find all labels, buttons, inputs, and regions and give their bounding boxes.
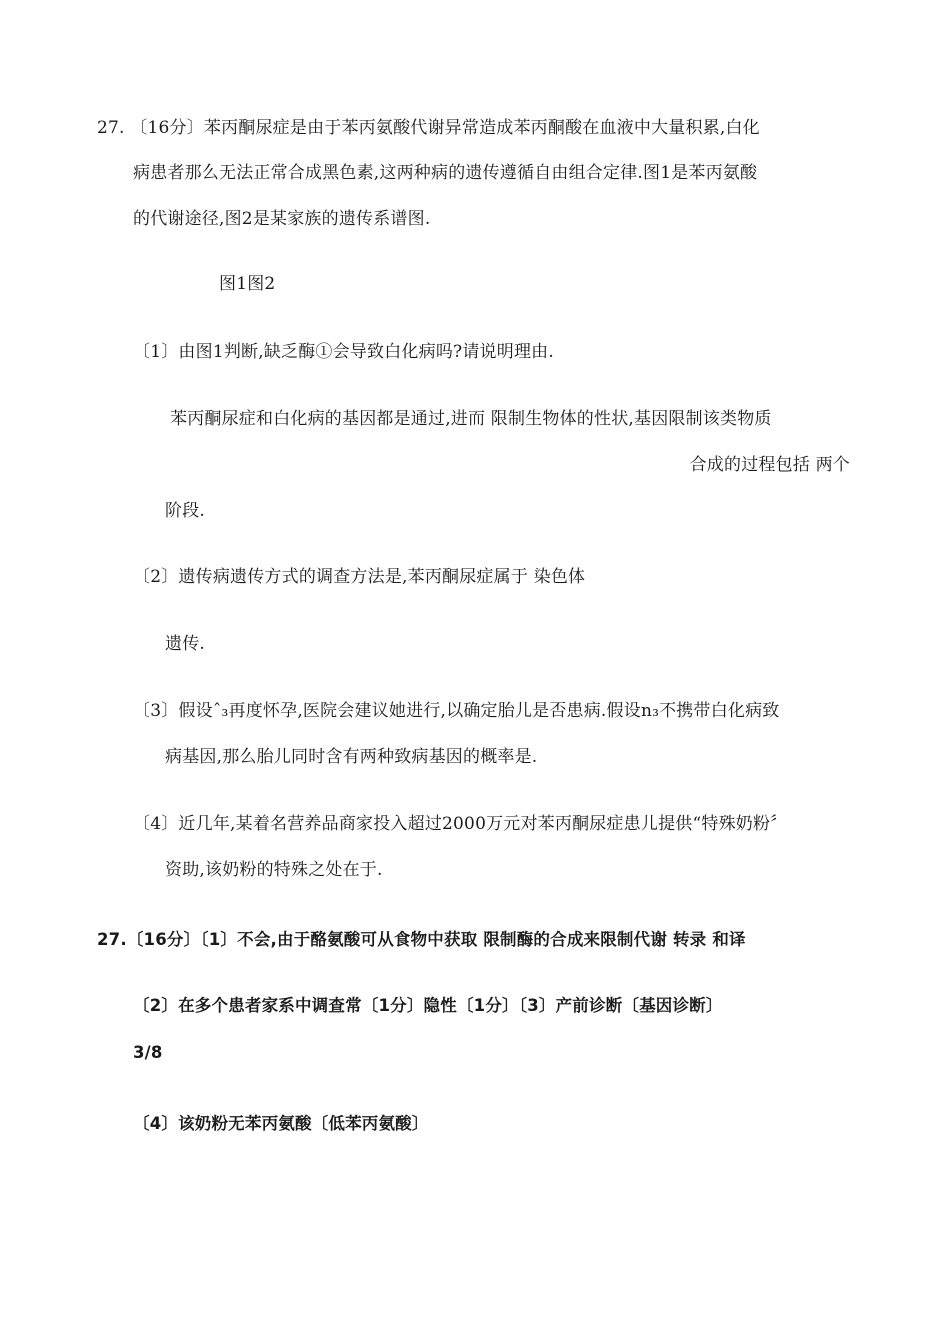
sub-question-3: 〔3〕假设ˆ₃再度怀孕,医院会建议她进行,以确定胎儿是否患病.假设n₃不携带白化病致 [133, 701, 780, 721]
sub-question-4: 〔4〕近几年,某着名营养品商家投入超过2000万元对苯丙酮尿症患儿提供“特殊奶粉〞 [133, 814, 788, 834]
figure-caption: 图1图2 [219, 274, 276, 294]
question-line-3: 的代谢途径,图2是某家族的遗传系谱图. [133, 209, 431, 229]
sub-question-1-line-4: 阶段. [165, 501, 206, 521]
sub-question-4-line-2: 资助,该奶粉的特殊之处在于. [165, 860, 383, 880]
question-line-2: 病患者那么无法正常合成黑色素,这两种病的遗传遵循自由组合定律.图1是苯丙氨酸 [133, 163, 758, 183]
answer-line-1: 27.〔16分〕〔1〕不会,由于酪氨酸可从食物中获取 限制酶的合成来限制代谢 转录 和译 [97, 930, 746, 949]
question-line-1: 27. 〔16分〕苯丙酮尿症是由于苯丙氨酸代谢异常造成苯丙酮酸在血液中大量积累,白化 [97, 118, 760, 138]
answer-line-3: 3/8 [133, 1043, 163, 1062]
sub-question-2: 〔2〕遗传病遗传方式的调查方法是,苯丙酮尿症属于 染色体 [133, 567, 586, 587]
sub-question-1-line-2: 苯丙酮尿症和白化病的基因都是通过,进而 限制生物体的性状,基因限制该类物质 [170, 409, 772, 429]
sub-question-1-line-3: 合成的过程包括 两个 [689, 455, 850, 475]
sub-question-2-line-2: 遗传. [165, 634, 206, 654]
answer-line-4: 〔4〕该奶粉无苯丙氨酸〔低苯丙氨酸〕 [133, 1114, 429, 1133]
sub-question-3-line-2: 病基因,那么胎儿同时含有两种致病基因的概率是. [165, 747, 538, 767]
sub-question-1: 〔1〕由图1判断,缺乏酶①会导致白化病吗?请说明理由. [133, 342, 554, 362]
answer-line-2: 〔2〕在多个患者家系中调查常〔1分〕隐性〔1分〕〔3〕产前诊断〔基因诊断〕 [133, 996, 723, 1015]
